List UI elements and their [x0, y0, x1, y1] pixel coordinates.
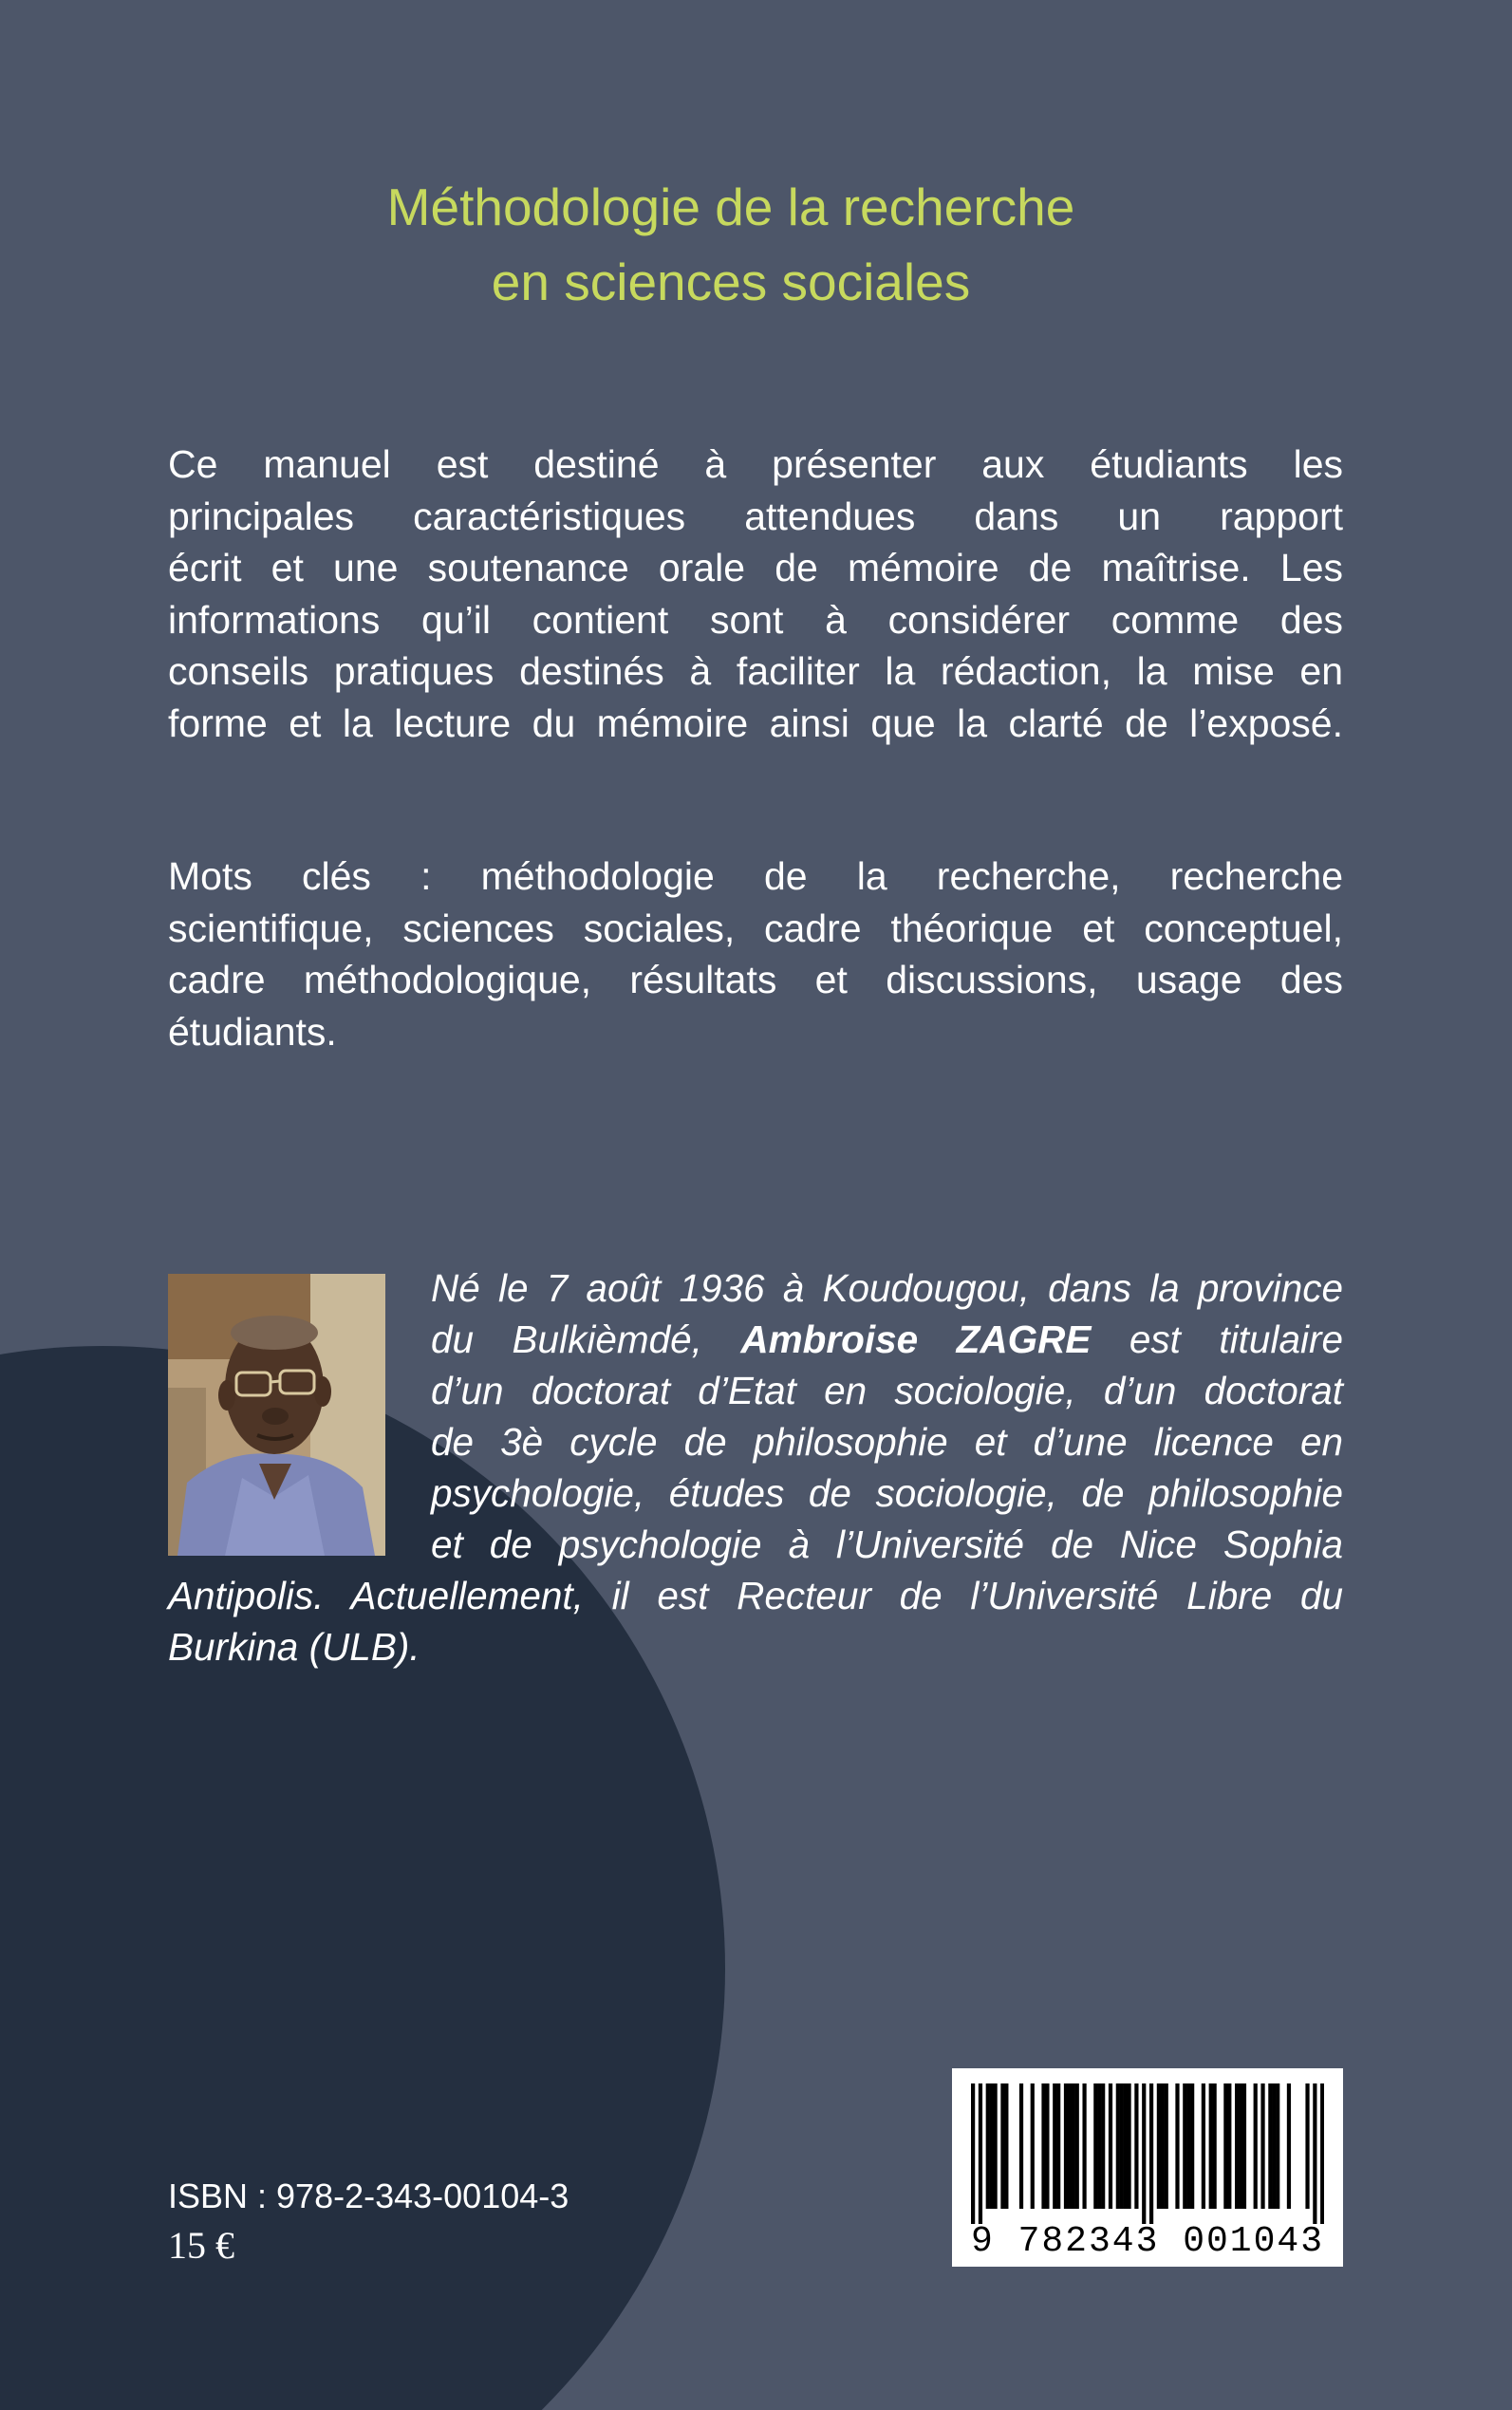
barcode-bar: [1175, 2083, 1179, 2209]
isbn-text: ISBN : 978-2-343-00104-3: [168, 2176, 569, 2215]
barcode-bar: [1268, 2083, 1272, 2209]
book-title-line-2: en sciences sociales: [491, 252, 971, 311]
barcode-bar: [1202, 2083, 1205, 2209]
barcode-bar: [1004, 2083, 1008, 2209]
barcode-bar: [1190, 2083, 1194, 2209]
book-title-line-1: Méthodologie de la recherche: [386, 177, 1075, 236]
keywords-line: cadre méthodologique, résultats et discussions, usage des: [168, 958, 1343, 1001]
bio-line: Antipolis. Actuellement, il est Recteur de l’Université Libre du: [168, 1574, 1343, 1617]
keywords-line: scientifique, sciences sociales, cadre théorique et conceptuel,: [168, 906, 1343, 950]
barcode-bar: [1134, 2083, 1138, 2209]
summary-line: Ce manuel est destiné à présenter aux étudiants les: [168, 442, 1343, 486]
barcode-bar: [1235, 2083, 1239, 2209]
barcode-bar: [1305, 2083, 1309, 2209]
summary-line: conseils pratiques destinés à faciliter la rédaction, la mise en: [168, 649, 1343, 693]
barcode-bar: [1068, 2083, 1072, 2209]
barcode-bar: [1242, 2083, 1246, 2209]
barcode-bar: [1313, 2083, 1316, 2224]
barcode-bar: [1209, 2083, 1213, 2209]
bio-line: d’un doctorat d’Etat en sociologie, d’un doctorat: [431, 1369, 1343, 1412]
barcode-bar: [1157, 2083, 1161, 2209]
bio-line: psychologie, études de sociologie, de philosophie: [431, 1471, 1343, 1515]
barcode-bar: [1041, 2083, 1045, 2209]
bio-text: du Bulkièmdé,: [431, 1317, 741, 1361]
barcode-bar: [1213, 2083, 1217, 2209]
barcode-bar: [1260, 2083, 1264, 2209]
keywords-line: étudiants.: [168, 1009, 337, 1054]
barcode: [952, 2068, 1343, 2267]
barcode-bar: [1000, 2083, 1004, 2209]
barcode-bar: [1093, 2083, 1097, 2209]
barcode-bar: [1239, 2083, 1242, 2209]
barcode-bar: [1287, 2083, 1291, 2209]
bio-line: Né le 7 août 1936 à Koudougou, dans la province: [431, 1266, 1343, 1310]
barcode-bar: [1165, 2083, 1168, 2209]
barcode-bar: [1320, 2083, 1324, 2224]
summary-line: principales caractéristiques attendues dans un rapport: [168, 494, 1343, 538]
barcode-bar: [1276, 2083, 1279, 2209]
barcode-bar: [1101, 2083, 1105, 2209]
bio-line: et de psychologie à l’Université de Nice Sophia: [431, 1523, 1343, 1566]
barcode-bar: [1183, 2083, 1186, 2209]
barcode-bar: [993, 2083, 997, 2209]
barcode-bar: [1082, 2083, 1086, 2209]
author-bio: [168, 1262, 1343, 1672]
barcode-bar: [1161, 2083, 1165, 2209]
barcode-bar: [1056, 2083, 1060, 2209]
price-text: 15 €: [168, 2224, 234, 2267]
bio-line: [431, 1314, 1343, 1365]
bio-line: de 3è cycle de philosophie et d’une licence en: [431, 1420, 1343, 1464]
barcode-bars: [971, 2083, 1324, 2224]
barcode-bar: [986, 2083, 990, 2209]
summary-line: écrit et une soutenance orale de mémoire de maîtrise. Les: [168, 546, 1343, 589]
barcode-bar: [1186, 2083, 1190, 2209]
barcode-bar: [1075, 2083, 1079, 2209]
barcode-bar: [1223, 2083, 1227, 2209]
barcode-bar: [1120, 2083, 1124, 2209]
barcode-bar: [1149, 2083, 1153, 2224]
barcode-bar: [1019, 2083, 1023, 2209]
barcode-bar: [971, 2083, 975, 2224]
summary-line: forme et la lecture du mémoire ainsi que la clarté de l’exposé.: [168, 701, 1343, 745]
bio-line: Burkina (ULB).: [168, 1625, 420, 1669]
barcode-bar: [1124, 2083, 1128, 2209]
barcode-bar: [1127, 2083, 1130, 2209]
barcode-bar: [990, 2083, 994, 2209]
barcode-digits: 9 782343 001043: [970, 2221, 1325, 2262]
barcode-bar: [1109, 2083, 1112, 2209]
barcode-bar: [1142, 2083, 1146, 2224]
barcode-bar: [1116, 2083, 1120, 2209]
summary-paragraph: [168, 439, 1343, 749]
summary-line: informations qu’il contient sont à considérer comme des: [168, 597, 1343, 642]
barcode-bar: [1272, 2083, 1276, 2209]
keywords-paragraph: [168, 850, 1343, 1057]
barcode-bar: [1045, 2083, 1049, 2209]
barcode-bar: [1227, 2083, 1231, 2209]
barcode-bar: [1254, 2083, 1258, 2209]
barcode-bar: [1031, 2083, 1035, 2209]
author-name: Ambroise ZAGRE: [740, 1317, 1092, 1361]
barcode-bar: [979, 2083, 982, 2224]
barcode-bar: [1097, 2083, 1101, 2209]
keywords-line: Mots clés : méthodologie de la recherche, recherche: [168, 854, 1343, 898]
barcode-bar: [1064, 2083, 1068, 2209]
barcode-bar: [1053, 2083, 1056, 2209]
bio-text: est titulaire: [1091, 1317, 1343, 1361]
barcode-bar: [1072, 2083, 1075, 2209]
